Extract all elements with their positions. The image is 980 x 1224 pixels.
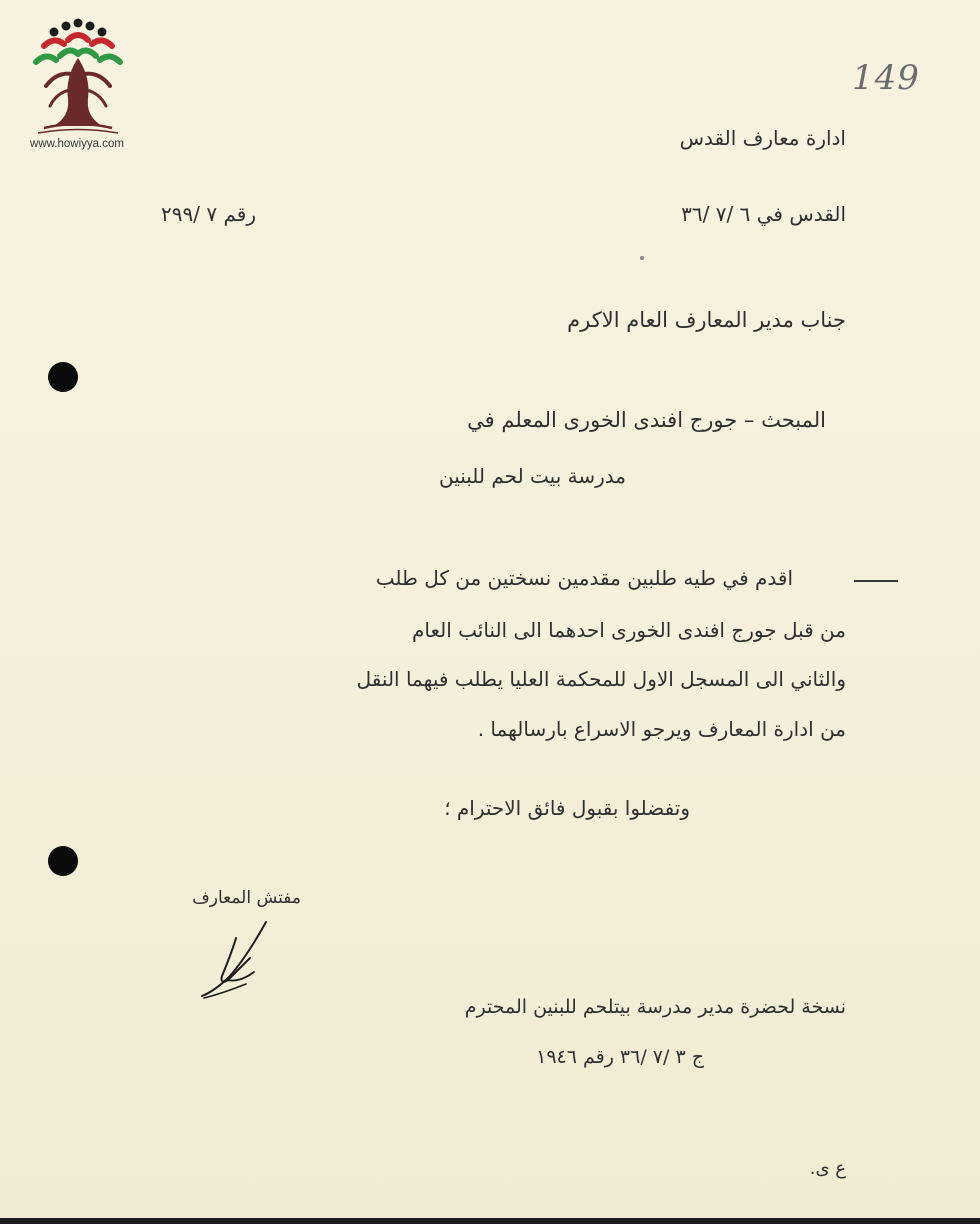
punch-hole-bottom <box>48 846 78 876</box>
department-heading: ادارة معارف القدس <box>679 126 846 150</box>
handwritten-signature <box>196 918 276 1006</box>
body-line-2: من قبل جورج افندى الخورى احدهما الى النائب العام <box>411 618 846 642</box>
signatory-title: مفتش المعارف <box>192 888 301 908</box>
body-line-4: من ادارة المعارف ويرجو الاسراع بارسالهما . <box>477 717 846 741</box>
body-line-1: اقدم في طيه طلبين مقدمين نسختين من كل طلب <box>375 566 793 590</box>
subject-line-2: مدرسة بيت لحم للبنين <box>438 464 626 488</box>
tree-emblem-icon <box>14 14 140 138</box>
subject-line-1: المبحث – جورج افندى الخورى المعلم في <box>467 408 826 432</box>
copy-to-line: نسخة لحضرة مدير مدرسة بيتلحم للبنين المحترم <box>464 996 846 1018</box>
closing-line: وتفضلوا بقبول فائق الاحترام ؛ <box>444 796 690 820</box>
archive-page-number: 149 <box>852 58 920 98</box>
ink-speck <box>640 256 644 260</box>
punch-hole-top <box>48 362 78 392</box>
howiyya-logo <box>14 14 140 156</box>
body-line-3: والثاني الى المسجل الاول للمحكمة العليا يطلب فيهما النقل <box>356 667 846 691</box>
date-line: القدس في ٦ /٧ /٣٦ <box>681 202 846 226</box>
scan-bottom-edge <box>0 1218 980 1224</box>
typist-initials: ع ى. <box>809 1158 846 1179</box>
logo-url-text[interactable]: www.howiyya.com <box>30 138 124 150</box>
addressee-line: جناب مدير المعارف العام الاكرم <box>567 308 846 332</box>
reference-number: رقم ٧ /٢٩٩ <box>161 202 256 226</box>
copy-reference-line: ج ٣ /٧ /٣٦ رقم ١٩٤٦ <box>536 1046 704 1068</box>
margin-dash <box>854 580 898 582</box>
